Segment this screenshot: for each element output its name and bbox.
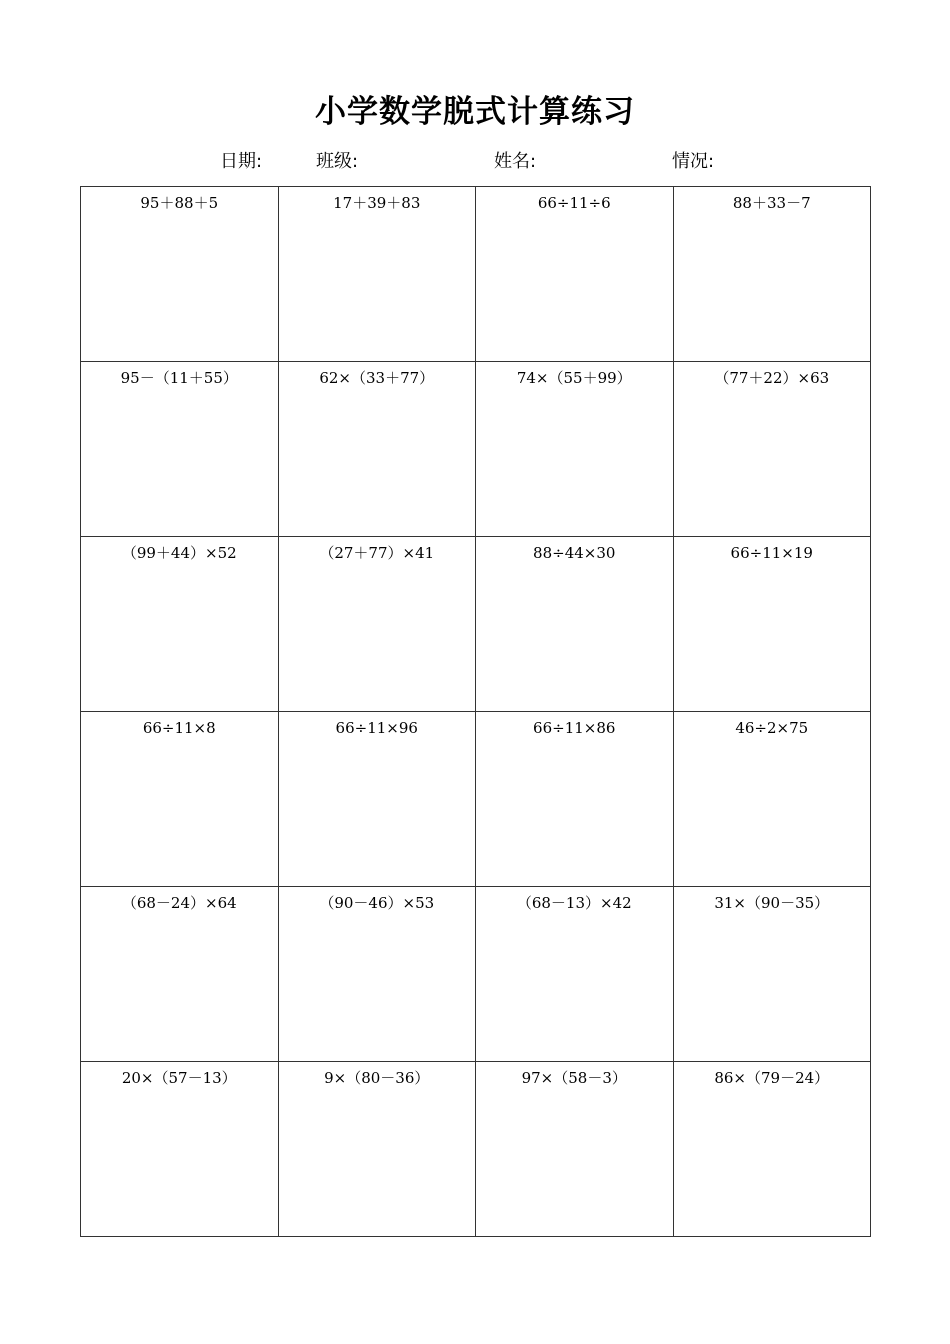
problem-cell xyxy=(673,537,871,712)
problem-cell xyxy=(81,712,279,887)
problem-text: 88＋33－7 xyxy=(732,194,811,212)
problem-text: 97×（58－3） xyxy=(521,1069,627,1087)
problem-cell xyxy=(278,1062,476,1237)
problem-row xyxy=(81,712,871,887)
problem-cell xyxy=(476,1062,674,1237)
problem-text: 66÷11÷6 xyxy=(537,194,611,212)
class-label: 班级: xyxy=(316,151,359,172)
problem-cell xyxy=(476,362,674,537)
problem-text: 95＋88＋5 xyxy=(140,194,219,212)
problem-text: 66÷11×96 xyxy=(335,719,418,737)
problem-text: 66÷11×19 xyxy=(730,544,813,562)
problem-row xyxy=(81,887,871,1062)
problem-text: 17＋39＋83 xyxy=(333,194,421,212)
problem-text: 31×（90－35） xyxy=(714,894,830,912)
problem-cell xyxy=(673,187,871,362)
problem-text: 66÷11×8 xyxy=(142,719,216,737)
problem-cell xyxy=(278,187,476,362)
problem-text: 20×（57－13） xyxy=(121,1069,237,1087)
problem-cell xyxy=(673,362,871,537)
problem-cell xyxy=(673,712,871,887)
problem-cell xyxy=(476,537,674,712)
problem-text: 46÷2×75 xyxy=(735,719,809,737)
problem-text: （99＋44）×52 xyxy=(121,544,237,562)
problem-text: （77＋22）×63 xyxy=(714,369,830,387)
problem-cell xyxy=(81,187,279,362)
problem-cell xyxy=(278,362,476,537)
problem-cell xyxy=(476,187,674,362)
problem-cell xyxy=(278,712,476,887)
problem-row xyxy=(81,187,871,362)
problem-text: 86×（79－24） xyxy=(714,1069,830,1087)
problem-cell xyxy=(81,1062,279,1237)
problem-text: 62×（33＋77） xyxy=(319,369,435,387)
date-label: 日期: xyxy=(220,151,263,172)
problem-cell xyxy=(476,712,674,887)
problem-grid xyxy=(80,186,871,1237)
problem-text: 95－（11＋55） xyxy=(120,369,238,387)
problem-row xyxy=(81,362,871,537)
problem-text: 88÷44×30 xyxy=(533,544,616,562)
problem-text: （68－13）×42 xyxy=(516,894,632,912)
problem-text: （27＋77）×41 xyxy=(319,544,435,562)
problem-text: 74×（55＋99） xyxy=(516,369,632,387)
problem-text: （90－46）×53 xyxy=(319,894,435,912)
problem-row xyxy=(81,1062,871,1237)
problem-cell xyxy=(673,1062,871,1237)
status-label: 情况: xyxy=(672,151,715,172)
problem-cell xyxy=(81,362,279,537)
problem-text: 9×（80－36） xyxy=(324,1069,430,1087)
problem-cell xyxy=(81,537,279,712)
problem-cell xyxy=(673,887,871,1062)
problem-cell xyxy=(476,887,674,1062)
page-title: 小学数学脱式计算练习 xyxy=(315,94,635,130)
problem-cell xyxy=(278,537,476,712)
problem-text: 66÷11×86 xyxy=(533,719,616,737)
problem-row xyxy=(81,537,871,712)
problem-cell xyxy=(81,887,279,1062)
problem-text: （68－24）×64 xyxy=(121,894,237,912)
name-label: 姓名: xyxy=(494,151,537,172)
problem-cell xyxy=(278,887,476,1062)
